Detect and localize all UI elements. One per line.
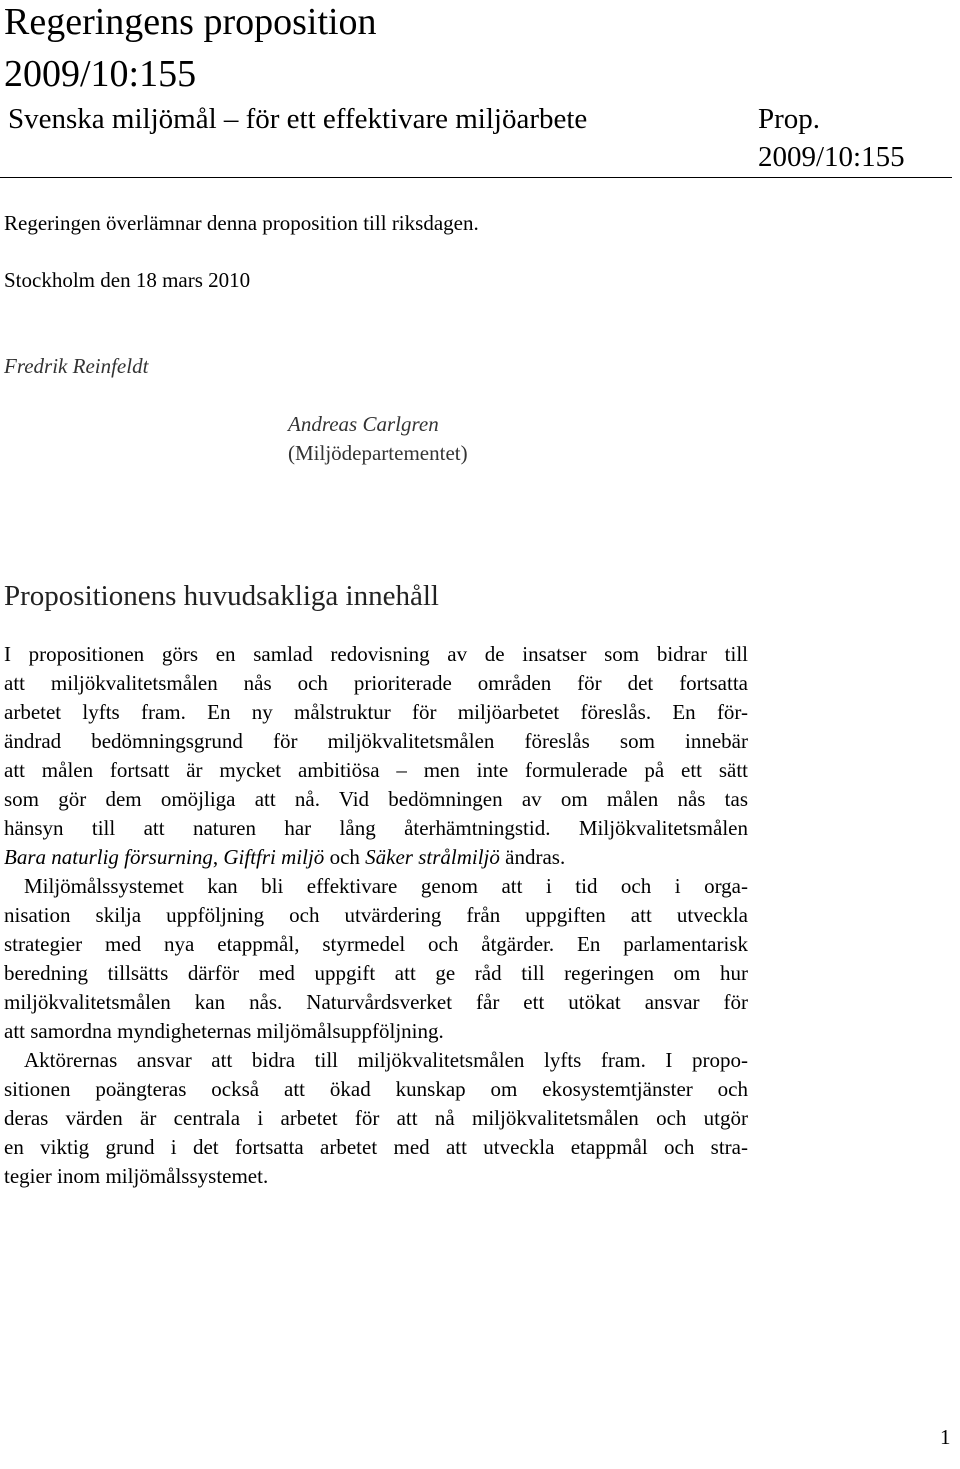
summary-paragraph-1	[4, 640, 748, 872]
goal-tail: ändras.	[499, 845, 566, 869]
paragraph-line: strategier med nya etappmål, styrmedel och åtgärder. En parlamentarisk	[4, 932, 748, 956]
goal-separator: och	[324, 845, 366, 869]
summary-body	[4, 640, 748, 1191]
paragraph-line: hänsyn till att naturen har lång återhämtningstid. Miljökvalitetsmålen	[4, 816, 748, 840]
paragraph-line: ändrad bedömningsgrund för miljökvalitetsmålen föreslås som innebär	[4, 729, 748, 753]
paragraph-line-goals	[4, 843, 748, 872]
header-rule	[0, 177, 952, 178]
document-title-line-1: Regeringens proposition	[4, 1, 377, 43]
paragraph-line: som gör dem omöjliga att nå. Vid bedömningen av om målen nås tas	[4, 787, 748, 811]
goal-name: Säker strålmiljö	[365, 845, 500, 869]
goal-name: Bara naturlig försurning	[4, 845, 213, 869]
paragraph-line: att målen fortsatt är mycket ambitiösa – men inte formulerade på ett sätt	[4, 758, 748, 782]
place-and-date: Stockholm den 18 mars 2010	[4, 268, 251, 292]
paragraph-line: Miljömålssystemet kan bli effektivare genom att i tid och i orga-	[24, 874, 748, 898]
document-subtitle: Svenska miljömål – för ett effektivare miljöarbete	[8, 103, 588, 135]
paragraph-line: att samordna myndigheternas miljömålsuppföljning.	[4, 1019, 444, 1043]
department-name: (Miljödepartementet)	[288, 441, 468, 465]
paragraph-line: en viktig grund i det fortsatta arbetet med att utveckla etappmål och stra-	[4, 1135, 748, 1159]
paragraph-line: nisation skilja uppföljning och utvärdering från uppgiften att utveckla	[4, 903, 748, 927]
paragraph-line: I propositionen görs en samlad redovisning av de insatser som bidrar till	[4, 642, 748, 666]
summary-paragraph-3-cont	[4, 1075, 748, 1191]
summary-paragraph-2	[4, 872, 748, 901]
paragraph-line: miljökvalitetsmålen kan nås. Naturvårdsverket får ett utökat ansvar för	[4, 990, 748, 1014]
summary-heading: Propositionens huvudsakliga innehåll	[4, 580, 439, 612]
paragraph-line: att miljökvalitetsmålen nås och prioriterade områden för det fortsatta	[4, 671, 748, 695]
paragraph-line: sitionen poängteras också att ökad kunskap om ekosystemtjänster och	[4, 1077, 748, 1101]
paragraph-line: Aktörernas ansvar att bidra till miljökvalitetsmålen lyfts fram. I propo-	[24, 1048, 748, 1072]
paragraph-line: tegier inom miljömålssystemet.	[4, 1164, 269, 1188]
paragraph-line: beredning tillsätts därför med uppgift att ge råd till regeringen om hur	[4, 961, 748, 985]
prop-label-line-2: 2009/10:155	[758, 141, 905, 173]
prop-label-line-1: Prop.	[758, 103, 821, 135]
prime-minister-name: Fredrik Reinfeldt	[4, 354, 149, 378]
paragraph-line: deras värden är centrala i arbetet för att nå miljökvalitetsmålen och utgör	[4, 1106, 748, 1130]
document-title-line-2: 2009/10:155	[4, 53, 197, 95]
minister-name: Andreas Carlgren	[288, 412, 439, 436]
goal-separator: ,	[212, 845, 224, 869]
handover-text: Regeringen överlämnar denna proposition till riksdagen.	[4, 211, 479, 235]
paragraph-line: arbetet lyfts fram. En ny målstruktur för miljöarbetet föreslås. En för-	[4, 700, 748, 724]
summary-paragraph-3	[4, 1046, 748, 1075]
summary-paragraph-2-cont	[4, 901, 748, 1046]
goal-name: Giftfri miljö	[223, 845, 325, 869]
page-number: 1	[940, 1425, 951, 1449]
